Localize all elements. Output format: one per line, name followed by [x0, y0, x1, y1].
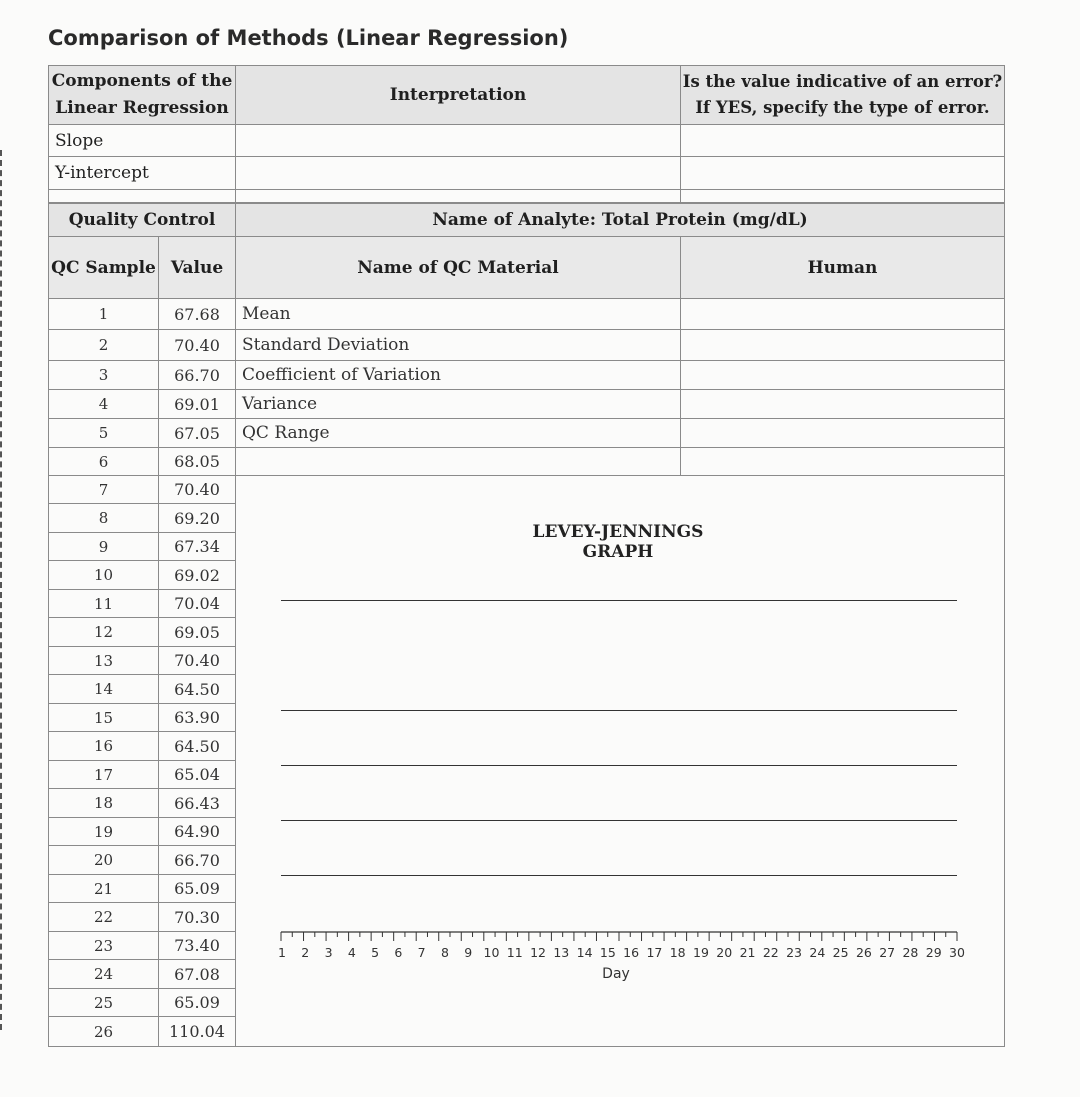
qc-sample-number: 7	[49, 476, 159, 504]
qc-sample-value: 110.04	[159, 1017, 236, 1047]
qc-row	[49, 299, 1005, 330]
day-tick-label: 2	[301, 945, 310, 960]
qc-sample-number: 3	[49, 361, 159, 390]
qc-sample-number: 4	[49, 390, 159, 419]
day-tick-label: 26	[855, 945, 872, 960]
levey-jennings-graph	[236, 474, 999, 1044]
statistic-label: Variance	[236, 390, 681, 419]
qc-sample-number: 25	[49, 989, 159, 1017]
qc-sample-value: 69.02	[159, 561, 236, 590]
qc-sample-number: 21	[49, 875, 159, 903]
qc-sample-number: 13	[49, 647, 159, 675]
qc-material-human: Human	[681, 237, 1005, 299]
day-tick-label: 16	[623, 945, 640, 960]
qc-sample-value: 65.09	[159, 989, 236, 1017]
day-tick-label: 10	[483, 945, 500, 960]
qc-sample-value: 70.04	[159, 590, 236, 618]
qc-sample-header: QC Sample	[49, 237, 159, 299]
qc-sample-number: 22	[49, 903, 159, 932]
binder-edge	[0, 150, 4, 1030]
day-tick-label: 5	[371, 945, 380, 960]
slope-interpretation-cell[interactable]	[236, 125, 681, 157]
qc-sample-value: 70.40	[159, 476, 236, 504]
qc-sample-value: 69.20	[159, 504, 236, 533]
y-intercept-label: Y-intercept	[49, 157, 236, 190]
qc-sample-value: 70.30	[159, 903, 236, 932]
day-tick-label: 27	[879, 945, 896, 960]
qc-sample-value: 67.08	[159, 960, 236, 989]
spacer-cell	[236, 190, 681, 203]
day-tick-label: 30	[949, 945, 965, 960]
qc-sample-number: 24	[49, 960, 159, 989]
day-tick-label: 24	[809, 945, 826, 960]
qc-sample-number: 8	[49, 504, 159, 533]
qc-sample-number: 11	[49, 590, 159, 618]
qc-sample-value: 70.40	[159, 330, 236, 361]
page-title: Comparison of Methods (Linear Regression)	[48, 26, 569, 50]
qc-row	[49, 390, 1005, 419]
qc-sample-number: 5	[49, 419, 159, 448]
day-tick-label: 3	[324, 945, 333, 960]
qc-row	[49, 419, 1005, 448]
qc-row	[49, 361, 1005, 390]
y-intercept-error-cell[interactable]	[681, 157, 1005, 190]
error-header	[681, 66, 1005, 125]
qc-sample-value: 66.70	[159, 361, 236, 390]
qc-sample-number: 19	[49, 818, 159, 846]
components-header	[49, 66, 236, 125]
day-tick-label: 15	[599, 945, 616, 960]
qc-sample-number: 16	[49, 732, 159, 761]
qc-sample-number: 20	[49, 846, 159, 875]
statistic-value-cell[interactable]	[681, 330, 1005, 361]
day-tick-label: 28	[902, 945, 919, 960]
qc-sample-value: 67.68	[159, 299, 236, 330]
statistic-value-cell[interactable]	[681, 448, 1005, 476]
day-tick-label: 1	[278, 945, 286, 960]
statistic-label: Coefficient of Variation	[236, 361, 681, 390]
qc-material-header: Name of QC Material	[236, 237, 681, 299]
qc-row	[49, 448, 1005, 476]
qc-sample-value: 67.34	[159, 533, 236, 561]
qc-sample-value: 66.43	[159, 789, 236, 818]
qc-sample-value: 65.09	[159, 875, 236, 903]
qc-row	[49, 330, 1005, 361]
qc-sample-value: 69.05	[159, 618, 236, 647]
qc-sample-value: 67.05	[159, 419, 236, 448]
qc-sample-number: 23	[49, 932, 159, 960]
day-tick-label: 18	[669, 945, 686, 960]
qc-sample-value: 73.40	[159, 932, 236, 960]
value-header: Value	[159, 237, 236, 299]
qc-sample-value: 65.04	[159, 761, 236, 789]
regression-table	[48, 65, 1005, 203]
qc-sample-number: 2	[49, 330, 159, 361]
qc-sample-value: 64.50	[159, 675, 236, 704]
interpretation-header: Interpretation	[236, 66, 681, 125]
day-tick-label: 23	[786, 945, 803, 960]
day-tick-label: 11	[506, 945, 523, 960]
qc-sample-number: 26	[49, 1017, 159, 1047]
statistic-label: QC Range	[236, 419, 681, 448]
statistic-label: Mean	[236, 299, 681, 330]
day-tick-label: 7	[417, 945, 426, 960]
components-header-text: Components of the Linear Regression	[51, 71, 233, 118]
statistic-value-cell[interactable]	[681, 419, 1005, 448]
day-tick-label: 19	[693, 945, 709, 960]
spacer-cell	[49, 190, 236, 203]
error-header-line2: If YES, specify the type of error.	[695, 98, 990, 117]
qc-sample-value: 69.01	[159, 390, 236, 419]
qc-sample-value: 66.70	[159, 846, 236, 875]
slope-label: Slope	[49, 125, 236, 157]
qc-sample-number: 10	[49, 561, 159, 590]
qc-sample-number: 9	[49, 533, 159, 561]
statistic-blank-cell[interactable]	[236, 448, 681, 476]
qc-sample-number: 17	[49, 761, 159, 789]
day-tick-label: 6	[394, 945, 403, 960]
qc-sample-number: 15	[49, 704, 159, 732]
statistic-value-cell[interactable]	[681, 299, 1005, 330]
day-tick-label: 4	[347, 945, 356, 960]
day-tick-label: 20	[716, 945, 733, 960]
qc-sample-number: 12	[49, 618, 159, 647]
day-tick-label: 8	[440, 945, 449, 960]
qc-sample-value: 68.05	[159, 448, 236, 476]
statistic-value-cell[interactable]	[681, 390, 1005, 419]
slope-error-cell[interactable]	[681, 125, 1005, 157]
y-intercept-interpretation-cell[interactable]	[236, 157, 681, 190]
day-tick-label: 12	[530, 945, 546, 960]
spacer-cell	[681, 190, 1005, 203]
x-axis-label: Day	[602, 966, 630, 982]
qc-sample-number: 14	[49, 675, 159, 704]
graph-title: LEVEY-JENNINGS GRAPH	[532, 522, 704, 562]
statistic-value-cell[interactable]	[681, 361, 1005, 390]
day-tick-label: 25	[832, 945, 849, 960]
error-header-line1: Is the value indicative of an error?	[682, 72, 1003, 91]
day-tick-label: 14	[576, 945, 593, 960]
day-axis	[236, 474, 999, 974]
day-tick-label: 17	[646, 945, 663, 960]
quality-control-header: Quality Control	[49, 204, 236, 237]
qc-sample-value: 64.50	[159, 732, 236, 761]
statistic-label: Standard Deviation	[236, 330, 681, 361]
day-tick-label: 29	[925, 945, 942, 960]
day-tick-label: 9	[464, 945, 473, 960]
day-tick-label: 22	[762, 945, 779, 960]
qc-sample-number: 1	[49, 299, 159, 330]
day-tick-label: 13	[553, 945, 570, 960]
qc-sample-value: 63.90	[159, 704, 236, 732]
analyte-header: Name of Analyte: Total Protein (mg/dL)	[236, 204, 1005, 237]
qc-sample-number: 18	[49, 789, 159, 818]
day-tick-label: 21	[739, 945, 756, 960]
qc-sample-value: 70.40	[159, 647, 236, 675]
qc-sample-value: 64.90	[159, 818, 236, 846]
qc-sample-number: 6	[49, 448, 159, 476]
